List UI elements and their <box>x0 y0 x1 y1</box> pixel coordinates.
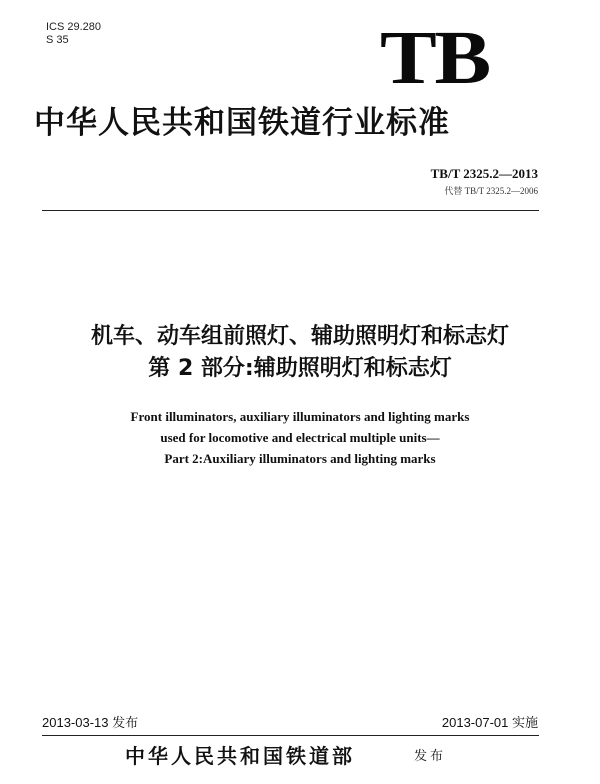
en-title-line-1: Front illuminators, auxiliary illuminators and lighting marks <box>130 409 470 424</box>
ics-code: ICS 29.280 <box>46 21 102 33</box>
cn-title-line-1: 机车、动车组前照灯、辅助照明灯和标志灯 <box>90 324 509 349</box>
classification-codes <box>46 21 101 47</box>
replaces-standard: 代替 TB/T 2325.2—2006 <box>444 186 538 196</box>
en-title-line-3: Part 2:Auxiliary illuminators and lighting marks <box>164 451 436 466</box>
issuing-authority: 中华人民共和国铁道部 <box>125 744 355 768</box>
implement-date: 2013-07-01 实施 <box>441 715 538 730</box>
ccs-code: S 35 <box>46 34 69 46</box>
issuer-suffix: 发布 <box>414 749 447 764</box>
tb-logo: TB <box>380 16 490 100</box>
standard-number: TB/T 2325.2—2013 <box>430 166 538 181</box>
cn-title-line-2: 第 2 部分:辅助照明灯和标志灯 <box>148 356 452 381</box>
issue-date: 2013-03-13 发布 <box>42 715 139 730</box>
footer-divider <box>42 735 539 736</box>
standard-type-heading: 中华人民共和国铁道行业标准 <box>34 105 450 141</box>
header-divider <box>42 210 539 211</box>
en-title-line-2: used for locomotive and electrical multiple units— <box>160 430 440 445</box>
